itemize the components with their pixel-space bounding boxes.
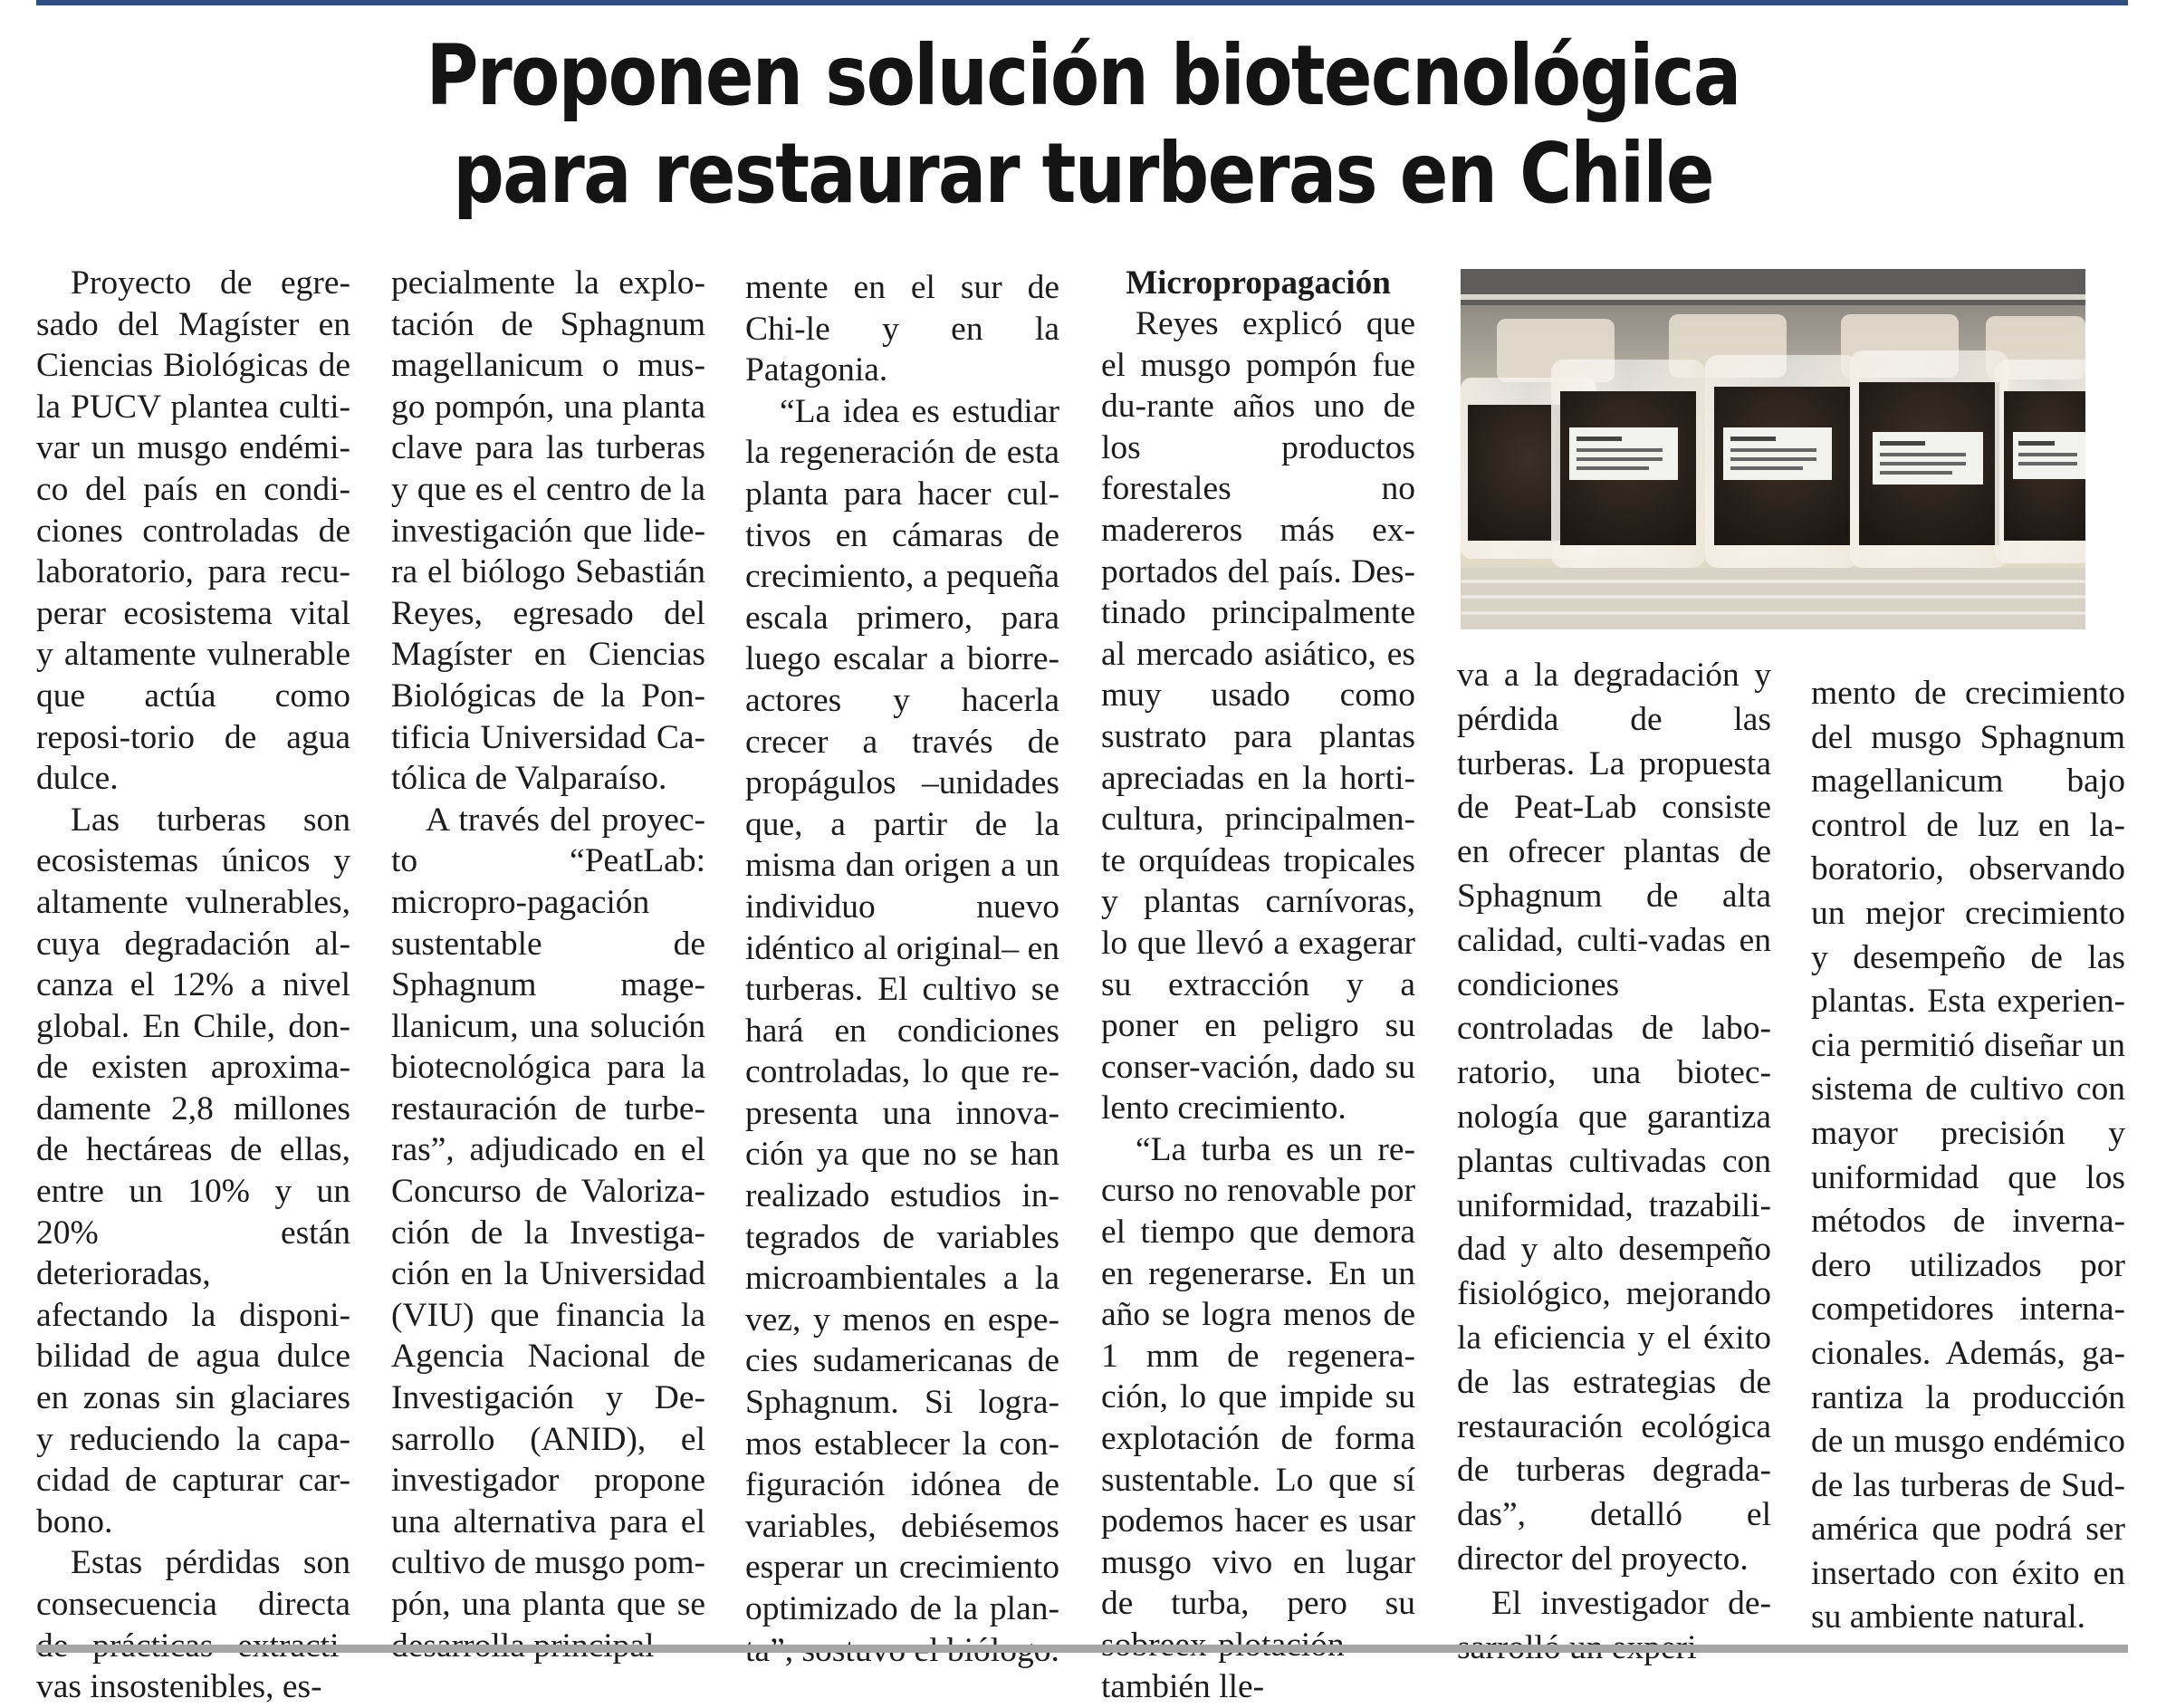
paragraph: Proyecto de egre-sado del Magíster en Ciencias Biológicas de la PUCV plantea culti-var un musgo endémi-co del país en condi-ciones controladas de laboratorio, para recu-perar ecosistema vital y altamente vulnerable que actúa como reposi-torio de agua dulce. (36, 264, 350, 798)
article-column-4 (1101, 263, 1415, 1707)
cup (1551, 360, 1705, 568)
paragraph: pecialmente la explo-tación de Sphagnum magellanicum o mus-go pompón, una planta clave para las turberas y que es el centro de la investigación que lide-ra el biólogo Sebastián Reyes, egresado del Magíster en Ciencias Biológicas de la Pon-tificia Universidad Ca-tólica de Valparaíso. (391, 264, 705, 798)
cup (1995, 360, 2085, 563)
paragraph: El investigador de- (1491, 1584, 1771, 1622)
paragraph: Estas pérdidas son consecuencia directa vas insostenibles, es- (36, 1544, 350, 1706)
article-column-6 (1811, 672, 2125, 1640)
paragraph: A través del proyec-to “PeatLab: micropro-pagación sustentable de Sphagnum mage-llanicum, una solución biotecnológica para la restauración de turbe-ras”, adjudicado en el Concurso de Valoriza-ción de la Investiga-ción en la Universidad (VIU) que financia la Agencia Nacional de Investigación y De-sarrollo (ANID), el investigador propone una alternativa para el cultivo de musgo pom-pón, una planta que se (391, 801, 705, 1623)
cup (1850, 350, 2008, 568)
article-column-2 (391, 263, 705, 1666)
paragraph: “La idea es estudiar la regeneración de esta planta para hacer cul-tivos en cámaras de crecimiento, a pequeña escala primero, para luego escalar a biorre-actores y hacerla crecer a través de propágulos –unidades que, a partir de la misma dan origen a un individuo nuevo idéntico al original– en turberas. El cultivo se hará en condiciones controladas, lo que re-presenta una innova-ción ya que no se han realizado estudios in-tegrados de variables microambientales a la vez, y menos en espe-cies sudamericanas de Sphagnum. Si logra-mos establecer la con-figuración idónea de variables, debiésemos esperar un crecimiento optimizado de la plan- (745, 392, 1059, 1627)
article-column-3 (745, 267, 1059, 1671)
article-photo (1461, 269, 2085, 629)
headline-line-2: para restaurar turberas en Chile (453, 125, 1713, 222)
paragraph: “La turba es un re-curso no renovable por el tiempo que demora en regenerarse. En un año se logra menos de 1 mm de regenera-ción, lo que impide su explotación de forma sustentable. Lo que sí podemos hacer es usar musgo vivo en lugar de turba, pero su también lle- (1101, 1130, 1415, 1705)
paragraph: Las turberas son ecosistemas únicos y altamente vulnerables, cuya degradación al-canza el 12% a nivel global. En Chile, don-de existen aproxima-damente 2,8 millones de hectáreas de ellas, entre un 10% y un 20% están deterioradas, afectando la disponi-bilidad de agua dulce en zonas sin glaciares y reduciendo la capa-cidad de capturar car-bono. (36, 801, 350, 1540)
paragraph: va a la degradación y pérdida de las turberas. La propuesta de Peat-Lab consiste en ofrecer plantas de Sphagnum de alta calidad, culti-vadas en condiciones controladas de labo-ratorio, una biotec-nología que garantiza plantas cultivadas con uniformidad, trazabili-dad y alto desempeño fisiológico, mejorando la eficiencia y el éxito de las estrategias de restauración ecológica de turberas degrada-das”, detalló el director del proyecto. (1457, 657, 1771, 1578)
cup (1705, 355, 1859, 568)
paragraph: Reyes explicó que el musgo pompón fue du-rante años uno de los productos forestales no madereros más ex-portados del país. Des-tinado principalmente al mercado asiático, es muy usado como sustrato para plantas apreciadas en la horti-cultura, principalmen-te orquídeas tropicales y plantas carnívoras, lo que llevó a exagerar su extracción y a poner en peligro su conser-vación, dado su lento crecimiento. (1101, 305, 1415, 1127)
top-rule (36, 0, 2128, 5)
headline-line-1: Proponen solución biotecnológica (426, 27, 1740, 124)
article-column-5 (1457, 654, 1771, 1670)
section-heading: Micropropagación (1126, 264, 1391, 302)
article-column-1 (36, 263, 350, 1708)
bottom-rule (36, 1645, 2128, 1653)
headline (151, 27, 2014, 223)
paragraph: mento de crecimiento del musgo Sphagnum magellanicum bajo control de luz en la-boratorio, observando un mejor crecimiento y desempeño de las plantas. Esta experien-cia permitió diseñar un sistema de cultivo con mayor precisión y uniformidad que los métodos de inverna-dero utilizados por competidores interna-cionales. Además, ga-rantiza la producción de un musgo endémico de las turberas de Sud-américa que podrá ser insertado con éxito en su ambiente natural. (1811, 675, 2125, 1636)
paragraph: mente en el sur de Chi-le y en la Patagonia. (745, 269, 1059, 389)
moss-cups-image (1461, 269, 2085, 629)
